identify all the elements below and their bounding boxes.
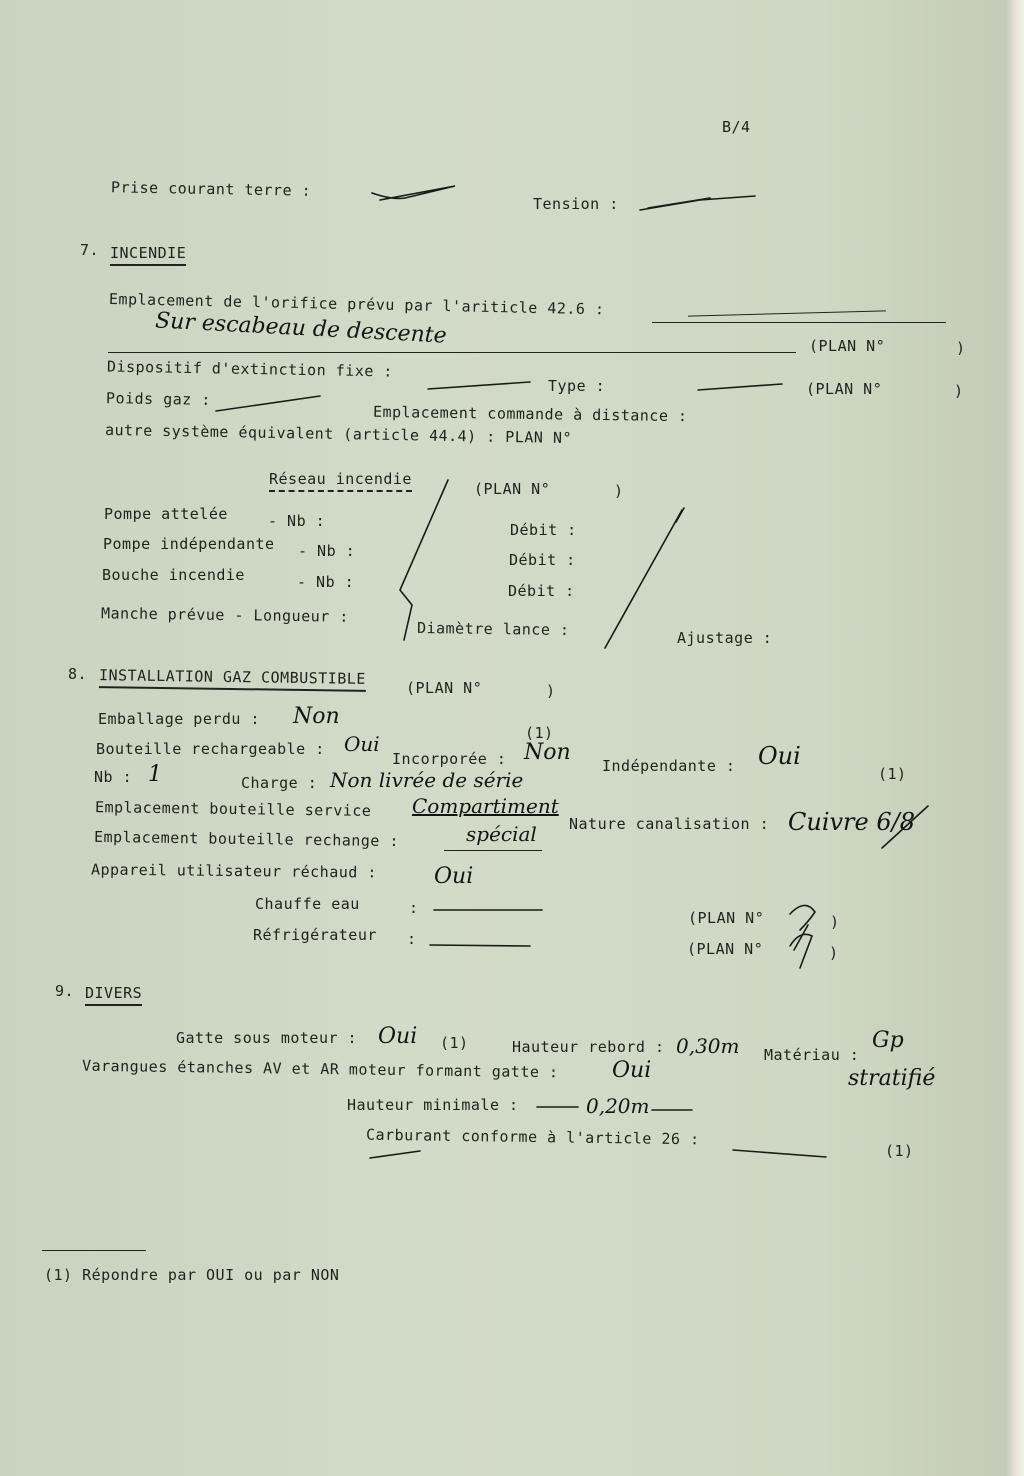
appareil-value: Oui	[434, 864, 474, 889]
nb-label: Nb :	[94, 768, 133, 786]
varangues-label: Varangues étanches AV et AR moteur formant gatte :	[81, 1056, 559, 1082]
diametre-label: Diamètre lance :	[416, 618, 570, 640]
page-number: B/4	[722, 118, 751, 136]
pompe-independante-nb: - Nb :	[298, 542, 356, 560]
reseau-slash-stroke-1	[400, 480, 448, 640]
plan-2-label: (PLAN N°	[806, 380, 883, 398]
gatte-value: Oui	[378, 1024, 418, 1049]
plan-2-close: )	[954, 382, 964, 400]
orifice-value: Sur escabeau de descente	[154, 308, 448, 349]
footnote-text: (1) Répondre par OUI ou par NON	[44, 1266, 340, 1284]
hauteur-minimale-value: 0,20m	[586, 1094, 650, 1118]
type-label: Type :	[548, 377, 606, 395]
prise-courant-label: Prise courant terre :	[110, 178, 312, 200]
varangues-value: Oui	[612, 1058, 652, 1083]
independante-footnote-mark: (1)	[878, 765, 907, 783]
debit-3: Débit :	[508, 582, 575, 600]
materiau-value-2: stratifié	[848, 1066, 936, 1091]
plan-1-label: (PLAN N°	[809, 337, 886, 355]
gatte-footnote-mark: (1)	[440, 1034, 469, 1052]
plan-mark-1	[790, 905, 815, 930]
orifice-second-line	[108, 352, 796, 353]
bouteille-rechargeable-label: Bouteille rechargeable :	[96, 740, 325, 758]
charge-value: Non livrée de série	[330, 768, 524, 792]
appareil-label: Appareil utilisateur réchaud :	[90, 860, 378, 882]
bouche-incendie-nb: - Nb :	[297, 573, 355, 591]
charge-label: Charge :	[241, 774, 318, 792]
refrigerateur-label: Réfrigérateur	[253, 926, 377, 944]
autre-systeme-label: autre système équivalent (article 44.4) : PLAN N°	[104, 420, 573, 448]
reseau-plan-label: (PLAN N°	[474, 480, 551, 498]
section-9-number: 9.	[55, 982, 75, 1000]
emplacement-rechange-label: Emplacement bouteille rechange :	[93, 827, 400, 851]
incorporee-footnote-mark: (1)	[525, 724, 554, 742]
orifice-line	[652, 322, 946, 323]
section-8-title: INSTALLATION GAZ COMBUSTIBLE	[99, 666, 366, 692]
materiau-label: Matériau :	[764, 1046, 860, 1064]
carburant-footnote-mark: (1)	[885, 1142, 914, 1160]
section-7-number: 7.	[80, 241, 100, 259]
bouteille-rechargeable-value: Oui	[344, 732, 380, 756]
nature-canalisation-label: Nature canalisation :	[569, 815, 770, 833]
independante-value: Oui	[758, 742, 801, 770]
section-8-plan: (PLAN N°	[406, 679, 483, 697]
tension-dash-stroke	[640, 196, 755, 210]
plan-1-close: )	[956, 339, 966, 357]
reseau-slash-stroke-2	[605, 508, 684, 648]
section-8-number: 8.	[68, 665, 88, 683]
materiau-value-1: Gp	[872, 1028, 904, 1053]
hauteur-minimale-label: Hauteur minimale :	[347, 1096, 519, 1114]
refrigerateur-colon: :	[407, 930, 417, 948]
tension-label: Tension :	[533, 195, 619, 213]
rechange-line	[444, 850, 542, 851]
gatte-label: Gatte sous moteur :	[176, 1029, 358, 1047]
emplacement-service-label: Emplacement bouteille service	[94, 798, 372, 820]
chauffe-eau-label: Chauffe eau	[255, 895, 360, 913]
plan-chauffe-close: )	[830, 913, 840, 931]
ajustage-label: Ajustage :	[677, 629, 773, 647]
incorporee-value: Non	[524, 740, 571, 765]
page-edge	[1006, 0, 1024, 1476]
manche-label: Manche prévue - Longueur :	[100, 604, 349, 626]
poids-gaz-label: Poids gaz :	[105, 389, 211, 409]
commande-label: Emplacement commande à distance :	[372, 402, 688, 426]
reseau-plan-close: )	[614, 482, 624, 500]
poids-dash-stroke	[216, 396, 320, 411]
orifice-label: Emplacement de l'orifice prévu par l'ariticle 42.6 :	[108, 290, 605, 319]
carburant-label: Carburant conforme à l'article 26 :	[365, 1125, 700, 1149]
hauteur-rebord-value: 0,30m	[676, 1034, 740, 1058]
hauteur-rebord-label: Hauteur rebord :	[512, 1038, 665, 1056]
plan-frigo-close: )	[829, 944, 839, 962]
pompe-attelee-nb: - Nb :	[268, 512, 326, 530]
incorporee-label: Incorporée :	[392, 750, 507, 768]
pompe-independante-label: Pompe indépendante	[103, 535, 275, 553]
pompe-attelee-label: Pompe attelée	[104, 505, 228, 523]
orifice-answer-stroke	[688, 310, 886, 316]
bouche-incendie-label: Bouche incendie	[102, 566, 245, 584]
debit-2: Débit :	[509, 551, 576, 569]
footnote-rule	[42, 1250, 146, 1251]
dispositif-dash-stroke	[428, 382, 530, 389]
section-8-plan-close: )	[546, 682, 556, 700]
debit-1: Débit :	[510, 521, 577, 539]
independante-label: Indépendante :	[602, 757, 736, 775]
chauffe-eau-colon: :	[409, 899, 419, 917]
reseau-incendie-label: Réseau incendie	[269, 470, 412, 492]
nb-value: 1	[148, 762, 162, 787]
nature-canalisation-value: Cuivre 6/8	[788, 808, 915, 836]
dispositif-label: Dispositif d'extinction fixe :	[106, 357, 394, 381]
emballage-value: Non	[293, 704, 340, 729]
type-dash-stroke	[698, 384, 782, 390]
section-7-title: INCENDIE	[110, 244, 186, 266]
carburant-dash-stroke	[370, 1150, 826, 1158]
frigo-line	[430, 945, 530, 946]
plan-chauffe-label: (PLAN N°	[688, 909, 765, 927]
plan-frigo-label: (PLAN N°	[687, 940, 764, 958]
prise-dash-stroke	[372, 186, 455, 200]
emplacement-rechange-value: spécial	[466, 822, 537, 846]
emplacement-service-value: Compartiment	[412, 794, 559, 818]
plan-mark-2	[790, 925, 812, 968]
section-9-title: DIVERS	[85, 984, 142, 1006]
emballage-label: Emballage perdu :	[98, 710, 261, 728]
